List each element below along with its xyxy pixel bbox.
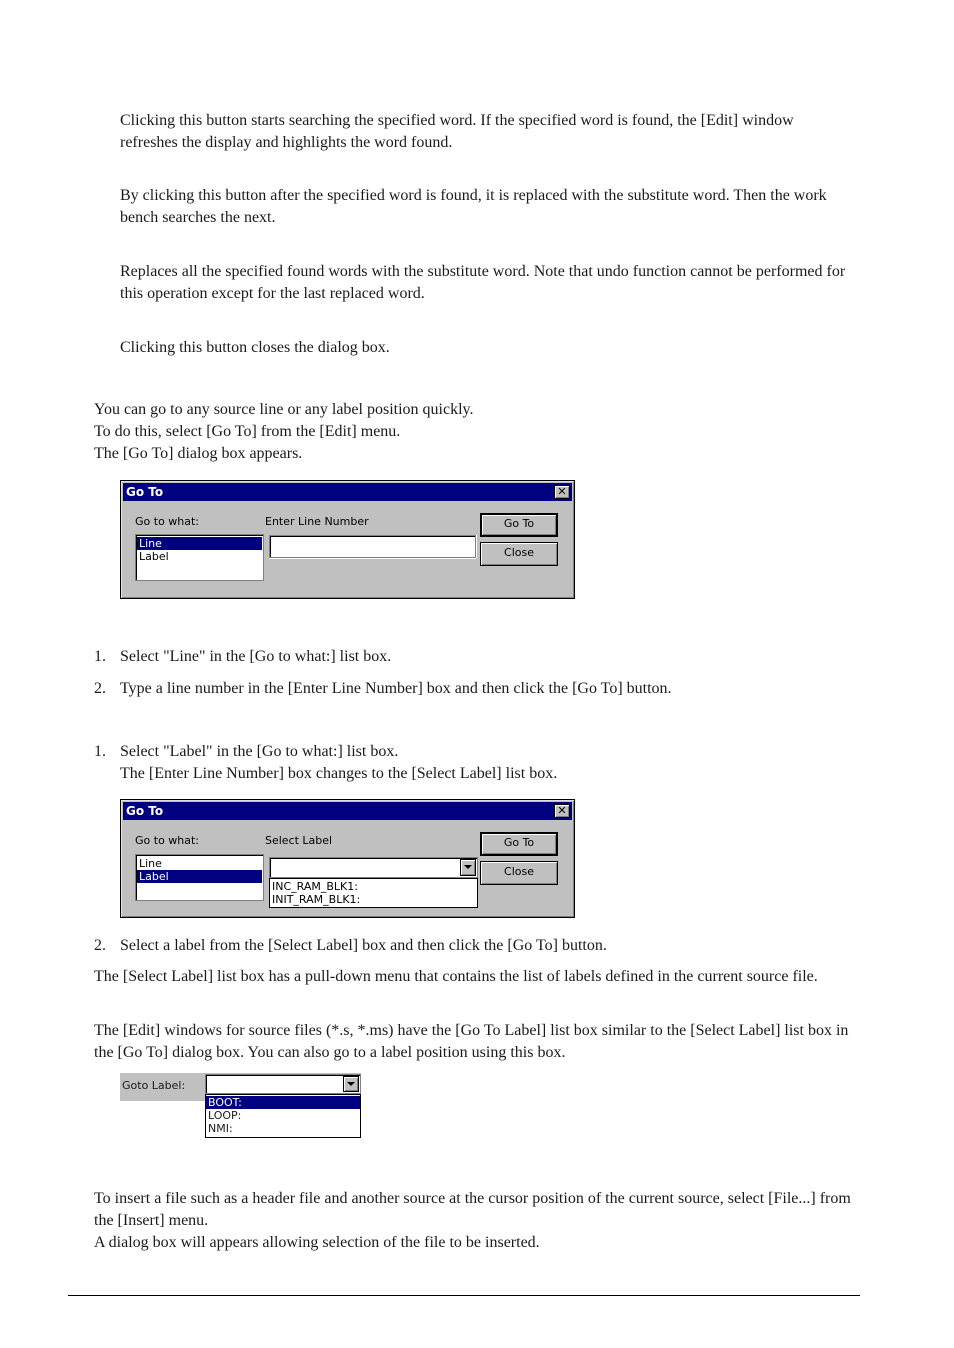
enter-line-number-label: Enter Line Number — [265, 515, 369, 528]
dropdown-item[interactable]: INC_RAM_BLK1: — [272, 880, 358, 893]
chevron-down-icon[interactable] — [343, 1076, 359, 1092]
dialog-title: Go To — [126, 804, 164, 818]
goto-what-listbox[interactable] — [135, 534, 264, 581]
label-step-1-number: 1. — [94, 743, 106, 760]
insert-file-paragraph-2: A dialog box will appears allowing selection of the file to be inserted. — [94, 1234, 540, 1251]
goto-label-dropdown[interactable] — [205, 1094, 361, 1138]
list-item-label[interactable]: Label — [139, 550, 169, 563]
dialog-title: Go To — [126, 485, 164, 499]
replace-all-description: Replaces all the specified found words with the substitute word. Note that undo function cannot be performed for this operation except for the last replaced word. — [120, 263, 846, 302]
dropdown-item-selected[interactable]: BOOT: — [206, 1096, 360, 1109]
dialog-titlebar — [123, 802, 572, 820]
goto-what-label: Go to what: — [135, 834, 200, 847]
goto-label-caption: Goto Label: — [122, 1079, 186, 1092]
line-number-input[interactable] — [269, 535, 476, 558]
chevron-down-icon[interactable] — [460, 859, 476, 876]
footer-rule — [68, 1295, 860, 1296]
dropdown-item[interactable]: INIT_RAM_BLK1: — [272, 893, 361, 906]
goto-label-combo[interactable] — [205, 1074, 361, 1094]
line-step-2-number: 2. — [94, 680, 106, 697]
label-step-2-text: Select a label from the [Select Label] box and then click the [Go To] button. — [120, 937, 607, 954]
label-step-2-number: 2. — [94, 937, 106, 954]
close-button[interactable]: Close — [480, 861, 558, 885]
close-icon[interactable]: ✕ — [554, 485, 570, 499]
label-step-1-text: Select "Label" in the [Go to what:] list box. — [120, 743, 399, 760]
goto-what-listbox[interactable] — [135, 854, 264, 901]
close-button[interactable]: Close — [480, 542, 558, 566]
goto-dialog-line — [120, 480, 575, 599]
goto-dialog-label — [120, 799, 575, 918]
line-step-1-text: Select "Line" in the [Go to what:] list box. — [120, 648, 392, 665]
find-next-description: Clicking this button starts searching the specified word. If the specified word is found, the [Edit] window refreshes the display and highlights the word found. — [120, 112, 794, 151]
goto-what-label: Go to what: — [135, 515, 200, 528]
select-label-combo[interactable] — [269, 857, 478, 878]
goto-intro-line-3: The [Go To] dialog box appears. — [94, 445, 303, 462]
line-step-2-text: Type a line number in the [Enter Line Number] box and then click the [Go To] button. — [120, 680, 672, 697]
line-step-1-number: 1. — [94, 648, 106, 665]
close-description: Clicking this button closes the dialog box. — [120, 339, 390, 356]
dropdown-item[interactable]: NMI: — [208, 1122, 233, 1135]
close-icon[interactable]: ✕ — [554, 804, 570, 818]
list-item-label[interactable]: Label — [137, 870, 262, 883]
goto-button[interactable]: Go To — [480, 832, 558, 856]
goto-intro-line-2: To do this, select [Go To] from the [Edit] menu. — [94, 423, 401, 440]
insert-file-paragraph: To insert a file such as a header file and another source at the cursor position of the current source, select [File...] from the [Insert] menu. — [94, 1190, 851, 1229]
list-item-line[interactable]: Line — [137, 537, 262, 550]
select-label-label: Select Label — [265, 834, 333, 847]
replace-description: By clicking this button after the specified word is found, it is replaced with the substitute word. Then the work bench searches the next. — [120, 187, 827, 226]
edit-window-note: The [Edit] windows for source files (*.s, *.ms) have the [Go To Label] list box similar to the [Select Label] list box in the [Go To] dialog box. You can also go to a label position using this box. — [94, 1022, 849, 1061]
label-step-1-subtext: The [Enter Line Number] box changes to the [Select Label] list box. — [120, 765, 558, 782]
list-item-line[interactable]: Line — [139, 857, 162, 870]
goto-button[interactable]: Go To — [480, 513, 558, 537]
pulldown-note: The [Select Label] list box has a pull-down menu that contains the list of labels defined in the current source file. — [94, 968, 818, 985]
dialog-titlebar — [123, 483, 572, 501]
dropdown-item[interactable]: LOOP: — [208, 1109, 242, 1122]
goto-intro-line-1: You can go to any source line or any label position quickly. — [94, 401, 474, 418]
select-label-dropdown[interactable] — [269, 878, 478, 908]
